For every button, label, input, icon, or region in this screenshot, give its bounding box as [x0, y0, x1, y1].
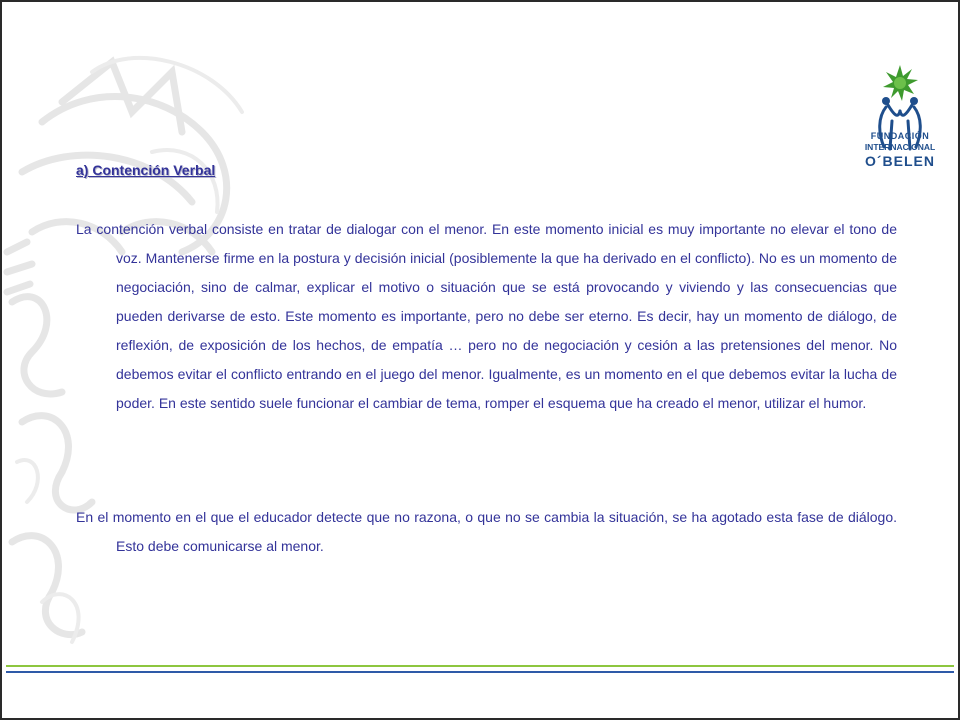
logo-line-fundacion: FUNDACIÓN — [870, 131, 930, 141]
logo-wordmark — [864, 132, 936, 168]
paragraph-contencion-verbal: La contención verbal consiste en tratar de dialogar con el menor. En este momento inicial es muy importante no elevar el tono de voz. Mantenerse firme en la postura y decisión inicial (posiblemente la que ha derivado en el conflicto). No es un momento de negociación, sino de calmar, explicar el motivo o situación que se está provocando y viviendo y las consecuencias que pueden derivarse de esto. Este momento es importante, pero no debe ser eterno. Es decir, hay un momento de diálogo, de reflexión, de exposición de los hechos, de empatía … pero no de negociación y cesión a las pretensiones del menor. No debemos evitar el conflicto entrando en el juego del menor. Igualmente, es un momento en el que debemos evitar la lucha de poder. En este sentido suele funcionar el cambiar de tema, romper el esquema que ha creado el menor, utilizar el humor. — [76, 221, 897, 411]
footer-divider-blue — [6, 671, 954, 673]
footer-divider-green — [6, 665, 954, 667]
section-heading: a) Contención Verbal — [76, 162, 216, 178]
paragraph-momento-educador: En el momento en el que el educador detecte que no razona, o que no se cambia la situación, se ha agotado esta fase de diálogo. Esto debe comunicarse al menor. — [76, 509, 897, 554]
logo-line-obelen: O´BELEN — [865, 152, 935, 169]
logo-line-internacional: INTERNACIONAL — [864, 142, 936, 152]
